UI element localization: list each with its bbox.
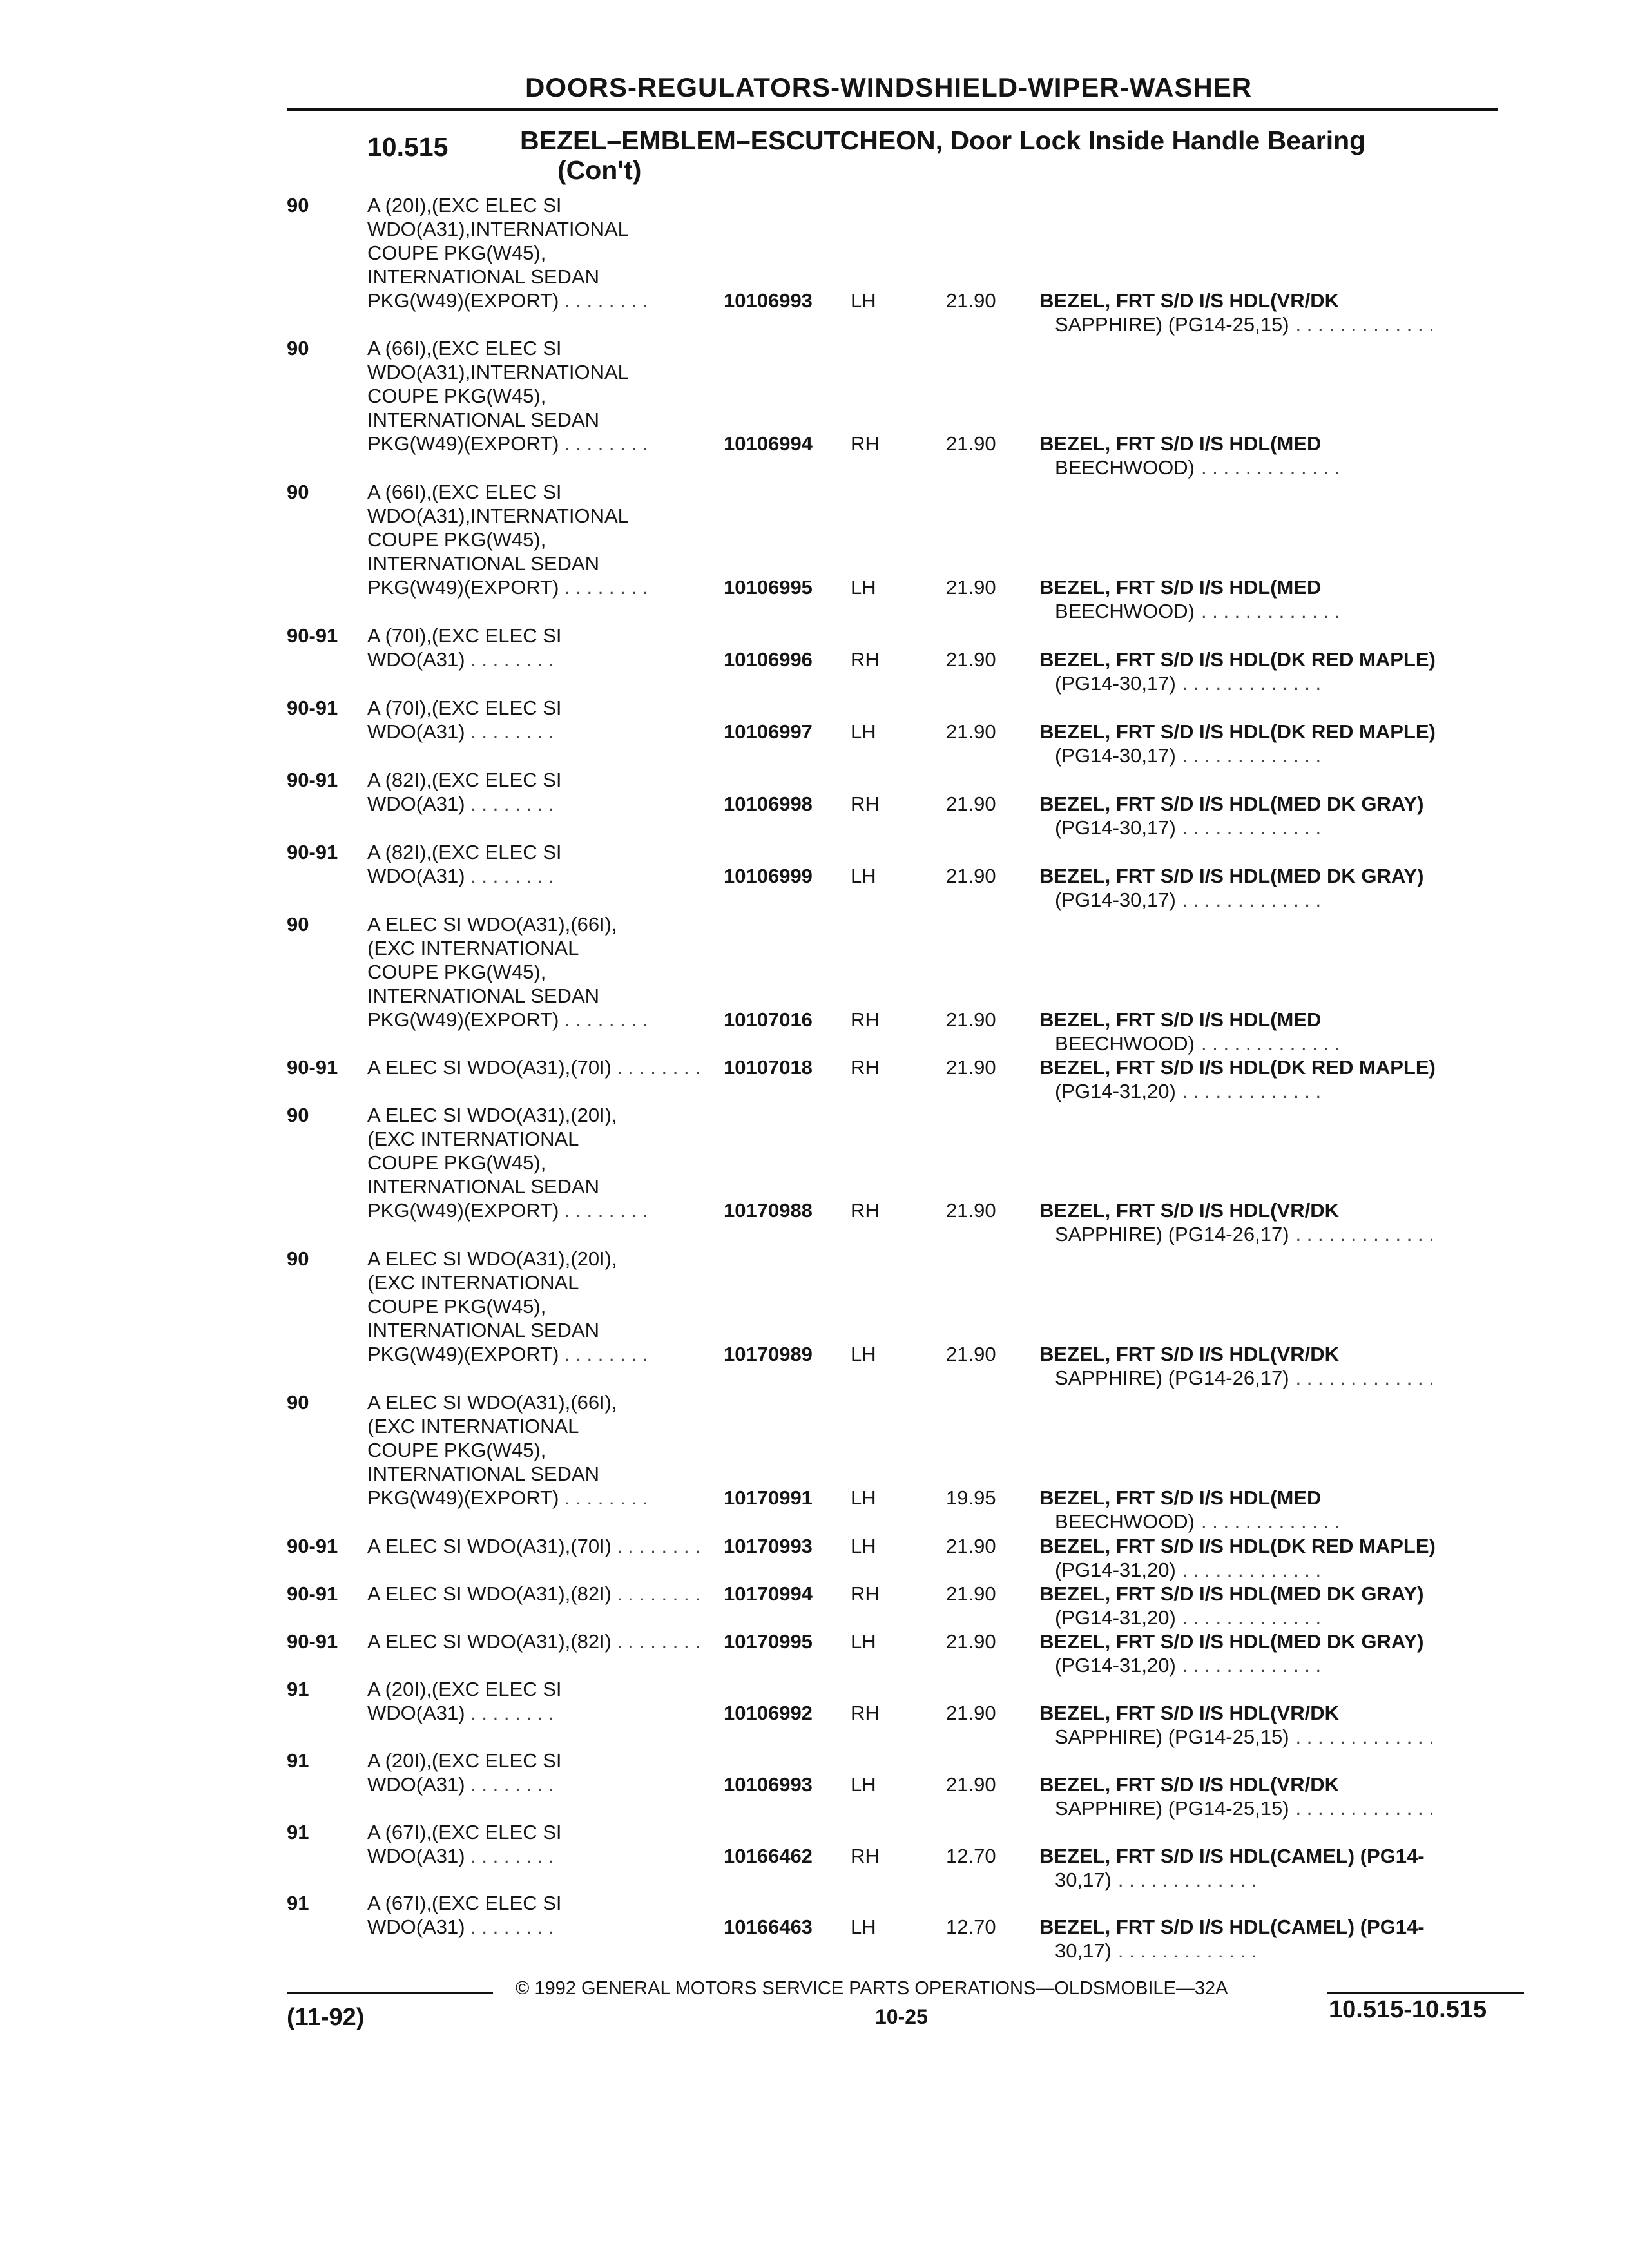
entry-description-line2-text: SAPPHIRE) (PG14-25,15) <box>1055 313 1289 336</box>
dot-leader: . . . . . . . . . . . . . <box>1201 1032 1340 1055</box>
dot-leader: . . . . . . . . . . . . . <box>1182 816 1322 839</box>
entry-price: 21.90 <box>946 1199 996 1222</box>
entry-price: 21.90 <box>946 1535 996 1557</box>
entry-description-line1: BEZEL, FRT S/D I/S HDL(MED DK GRAY) <box>1039 865 1424 887</box>
dot-leader: . . . . . . . . . . . . . <box>1182 1559 1322 1581</box>
entry-description-line2 <box>1039 816 1503 840</box>
entry-application-text: A ELEC SI WDO(A31),(20I), (EXC INTERNATIONAL COUPE PKG(W45), INTERNATIONAL SEDAN PKG(W49)(EXPORT) <box>367 1247 617 1365</box>
dot-leader: . . . . . . . . <box>612 1582 700 1605</box>
entry-description-line1: BEZEL, FRT S/D I/S HDL(VR/DK <box>1039 289 1339 312</box>
entry-description <box>1039 720 1503 767</box>
entry-part-number: 10170989 <box>724 1343 813 1365</box>
dot-leader: . . . . . . . . <box>559 1343 648 1365</box>
entry-application <box>367 840 715 888</box>
dot-leader: . . . . . . . . <box>612 1535 700 1557</box>
entry-application <box>367 336 715 456</box>
entry-application-text: A (70I),(EXC ELEC SI WDO(A31) <box>367 624 562 671</box>
entry-description-line2-text: SAPPHIRE) (PG14-26,17) <box>1055 1367 1289 1389</box>
entry-description-line2 <box>1039 1939 1503 1963</box>
entry-application-text: A ELEC SI WDO(A31),(20I), (EXC INTERNATIONAL COUPE PKG(W45), INTERNATIONAL SEDAN PKG(W49)(EXPORT) <box>367 1104 617 1222</box>
dot-leader: . . . . . . . . . . . . . <box>1295 1797 1434 1820</box>
entry-application-text: A (70I),(EXC ELEC SI WDO(A31) <box>367 697 562 743</box>
entry-description-line1: BEZEL, FRT S/D I/S HDL(MED <box>1039 1008 1322 1031</box>
entry-description-line2 <box>1039 1510 1503 1533</box>
footer-date: (11-92) <box>287 2004 365 2031</box>
entry-description-line2 <box>1039 599 1503 623</box>
entry-application-text: A (67I),(EXC ELEC SI WDO(A31) <box>367 1892 562 1938</box>
entry-description-line2 <box>1039 312 1503 336</box>
entry-side: LH <box>851 1916 876 1938</box>
dot-leader: . . . . . . . . <box>559 1199 648 1222</box>
entry-application <box>367 1534 715 1558</box>
entry-side: RH <box>851 1702 880 1724</box>
dot-leader: . . . . . . . . <box>465 793 554 815</box>
entry-side: LH <box>851 289 876 312</box>
entry-description-line2-text: (PG14-30,17) <box>1055 744 1176 767</box>
entry-year: 90 <box>287 913 309 936</box>
entry-year: 90-91 <box>287 1056 338 1079</box>
parts-entry <box>287 1103 1511 1246</box>
entry-description <box>1039 648 1503 695</box>
entry-description-line1: BEZEL, FRT S/D I/S HDL(MED <box>1039 432 1322 455</box>
parts-entry <box>287 1055 1511 1103</box>
entry-description-line2-text: BEECHWOOD) <box>1055 456 1195 479</box>
entry-description-line2-text: 30,17) <box>1055 1869 1112 1891</box>
entry-year: 91 <box>287 1821 309 1843</box>
parts-entry <box>287 696 1511 767</box>
dot-leader: . . . . . . . . . . . . . <box>1295 1223 1434 1245</box>
entry-price: 21.90 <box>946 432 996 455</box>
entry-price: 21.90 <box>946 793 996 815</box>
entry-description-line2 <box>1039 456 1503 479</box>
entry-description-line2-text: (PG14-31,20) <box>1055 1080 1176 1102</box>
entry-description-line1: BEZEL, FRT S/D I/S HDL(VR/DK <box>1039 1343 1339 1365</box>
entry-part-number: 10170988 <box>724 1199 813 1222</box>
dot-leader: . . . . . . . . <box>559 1008 648 1031</box>
entry-description-line1: BEZEL, FRT S/D I/S HDL(VR/DK <box>1039 1702 1339 1724</box>
entry-description-line2 <box>1039 1222 1503 1246</box>
entry-description-line1: BEZEL, FRT S/D I/S HDL(MED DK GRAY) <box>1039 1630 1424 1653</box>
entry-price: 21.90 <box>946 720 996 743</box>
entry-application <box>367 1055 715 1079</box>
entry-description <box>1039 575 1503 623</box>
dot-leader: . . . . . . . . <box>612 1630 700 1653</box>
entry-side: LH <box>851 1630 876 1653</box>
entry-year: 90-91 <box>287 1535 338 1557</box>
section-subtitle: (Con't) <box>557 155 642 185</box>
entry-part-number: 10166462 <box>724 1845 813 1867</box>
entry-description-line2 <box>1039 1796 1503 1820</box>
entry-application <box>367 1390 715 1510</box>
entry-price: 19.95 <box>946 1486 996 1509</box>
entry-description-line1: BEZEL, FRT S/D I/S HDL(DK RED MAPLE) <box>1039 1056 1436 1079</box>
entry-price: 12.70 <box>946 1845 996 1867</box>
dot-leader: . . . . . . . . . . . . . <box>1295 1725 1434 1748</box>
footer-section-range: 10.515-10.515 <box>1329 1996 1487 2023</box>
entry-year: 90-91 <box>287 697 338 719</box>
entry-application <box>367 912 715 1032</box>
parts-entry <box>287 336 1511 479</box>
dot-leader: . . . . . . . . <box>559 576 648 599</box>
entry-year: 90 <box>287 194 309 216</box>
entry-description-line1: BEZEL, FRT S/D I/S HDL(VR/DK <box>1039 1773 1339 1796</box>
entry-part-number: 10166463 <box>724 1916 813 1938</box>
entry-price: 21.90 <box>946 1343 996 1365</box>
entry-application-text: A ELEC SI WDO(A31),(66I), (EXC INTERNATIONAL COUPE PKG(W45), INTERNATIONAL SEDAN PKG(W49)(EXPORT) <box>367 913 617 1031</box>
parts-entry <box>287 193 1511 336</box>
dot-leader: . . . . . . . . . . . . . <box>1182 1606 1322 1629</box>
entry-description <box>1039 1342 1503 1390</box>
dot-leader: . . . . . . . . <box>559 1486 648 1509</box>
entry-part-number: 10170991 <box>724 1486 813 1509</box>
entry-description-line1: BEZEL, FRT S/D I/S HDL(MED <box>1039 576 1322 599</box>
entry-price: 12.70 <box>946 1916 996 1938</box>
entry-application <box>367 193 715 312</box>
entry-application-text: A ELEC SI WDO(A31),(70I) <box>367 1535 612 1557</box>
entry-application <box>367 1103 715 1222</box>
entry-part-number: 10106996 <box>724 648 813 671</box>
dot-leader: . . . . . . . . . . . . . <box>1201 600 1340 622</box>
entry-description-line1: BEZEL, FRT S/D I/S HDL(MED DK GRAY) <box>1039 1582 1424 1605</box>
dot-leader: . . . . . . . . . . . . . <box>1117 1869 1257 1891</box>
entry-price: 21.90 <box>946 865 996 887</box>
entry-description <box>1039 792 1503 840</box>
entry-application-text: A (67I),(EXC ELEC SI WDO(A31) <box>367 1821 562 1867</box>
entry-description <box>1039 1629 1503 1677</box>
entry-description <box>1039 1844 1503 1892</box>
entry-description-line2-text: (PG14-31,20) <box>1055 1559 1176 1581</box>
parts-entry <box>287 1534 1511 1582</box>
entry-description-line2 <box>1039 671 1503 695</box>
parts-entry <box>287 1629 1511 1677</box>
entry-side: LH <box>851 1535 876 1557</box>
entry-application <box>367 480 715 599</box>
entry-description <box>1039 1055 1503 1103</box>
entry-description <box>1039 1486 1503 1533</box>
footer-rule-left <box>287 1992 493 1994</box>
parts-entry <box>287 1390 1511 1533</box>
dot-leader: . . . . . . . . . . . . . <box>1295 313 1434 336</box>
dot-leader: . . . . . . . . <box>465 1916 554 1938</box>
entry-application-text: A (20I),(EXC ELEC SI WDO(A31) <box>367 1749 562 1796</box>
entry-description <box>1039 289 1503 336</box>
entry-side: RH <box>851 1056 880 1079</box>
page-header-title: DOORS-REGULATORS-WINDSHIELD-WIPER-WASHER <box>525 72 1253 102</box>
entry-application-text: A ELEC SI WDO(A31),(82I) <box>367 1582 612 1605</box>
entry-description <box>1039 1008 1503 1055</box>
footer-rule-right <box>1327 1992 1524 1994</box>
entry-application <box>367 1820 715 1868</box>
entry-side: LH <box>851 865 876 887</box>
entry-description-line1: BEZEL, FRT S/D I/S HDL(VR/DK <box>1039 1199 1339 1222</box>
entry-application-text: A (82I),(EXC ELEC SI WDO(A31) <box>367 841 562 887</box>
entry-part-number: 10106994 <box>724 432 813 455</box>
parts-entry <box>287 624 1511 695</box>
entry-price: 21.90 <box>946 1773 996 1796</box>
dot-leader: . . . . . . . . . . . . . <box>1201 456 1340 479</box>
entry-side: LH <box>851 1773 876 1796</box>
entry-part-number: 10106993 <box>724 289 813 312</box>
entry-application-text: A ELEC SI WDO(A31),(70I) <box>367 1056 612 1079</box>
entry-year: 90-91 <box>287 1630 338 1653</box>
entry-description-line2-text: 30,17) <box>1055 1939 1112 1962</box>
entry-year: 90-91 <box>287 624 338 647</box>
entry-application <box>367 768 715 816</box>
entry-description-line2-text: (PG14-30,17) <box>1055 672 1176 695</box>
dot-leader: . . . . . . . . <box>559 289 648 312</box>
entry-side: RH <box>851 1845 880 1867</box>
entry-side: RH <box>851 1008 880 1031</box>
entry-application <box>367 1582 715 1606</box>
entry-description <box>1039 1773 1503 1820</box>
parts-entry <box>287 840 1511 912</box>
entry-description-line2-text: BEECHWOOD) <box>1055 600 1195 622</box>
entry-part-number: 10106992 <box>724 1702 813 1724</box>
entry-description-line1: BEZEL, FRT S/D I/S HDL(MED <box>1039 1486 1322 1509</box>
entry-year: 91 <box>287 1678 309 1700</box>
entry-part-number: 10107018 <box>724 1056 813 1079</box>
dot-leader: . . . . . . . . <box>612 1056 700 1079</box>
entry-price: 21.90 <box>946 1008 996 1031</box>
section-number: 10.515 <box>367 132 448 162</box>
entry-part-number: 10107016 <box>724 1008 813 1031</box>
section-title-text: BEZEL–EMBLEM–ESCUTCHEON, Door Lock Inside Handle Bearing <box>520 126 1366 155</box>
dot-leader: . . . . . . . . <box>465 1845 554 1867</box>
dot-leader: . . . . . . . . . . . . . <box>1182 672 1322 695</box>
entry-description-line1: BEZEL, FRT S/D I/S HDL(CAMEL) (PG14- <box>1039 1916 1425 1938</box>
entry-part-number: 10170994 <box>724 1582 813 1605</box>
entry-description-line2-text: (PG14-31,20) <box>1055 1654 1176 1677</box>
entry-application <box>367 1247 715 1366</box>
entry-description <box>1039 1701 1503 1749</box>
entry-side: RH <box>851 648 880 671</box>
parts-entry <box>287 1677 1511 1749</box>
entry-description <box>1039 1915 1503 1963</box>
entry-year: 90 <box>287 1104 309 1126</box>
dot-leader: . . . . . . . . . . . . . <box>1201 1510 1340 1533</box>
entry-description-line2 <box>1039 1032 1503 1055</box>
entry-application <box>367 1677 715 1725</box>
entry-price: 21.90 <box>946 1582 996 1605</box>
entry-part-number: 10170995 <box>724 1630 813 1653</box>
dot-leader: . . . . . . . . <box>465 865 554 887</box>
entry-description-line1: BEZEL, FRT S/D I/S HDL(MED DK GRAY) <box>1039 793 1424 815</box>
entry-price: 21.90 <box>946 289 996 312</box>
parts-entry <box>287 768 1511 840</box>
entry-price: 21.90 <box>946 1630 996 1653</box>
entry-description <box>1039 1198 1503 1246</box>
entry-year: 90-91 <box>287 1582 338 1605</box>
entry-application-text: A (66I),(EXC ELEC SI WDO(A31),INTERNATIONAL COUPE PKG(W45), INTERNATIONAL SEDAN PKG(W49)(EXPORT) <box>367 337 629 455</box>
entry-description-line2-text: (PG14-30,17) <box>1055 816 1176 839</box>
entry-description-line2-text: (PG14-31,20) <box>1055 1606 1176 1629</box>
dot-leader: . . . . . . . . . . . . . <box>1182 889 1322 911</box>
entry-description <box>1039 864 1503 912</box>
dot-leader: . . . . . . . . <box>465 1702 554 1724</box>
entry-description-line2-text: BEECHWOOD) <box>1055 1510 1195 1533</box>
entry-side: RH <box>851 432 880 455</box>
parts-entry <box>287 1749 1511 1820</box>
entry-description <box>1039 1582 1503 1629</box>
entry-application-text: A (66I),(EXC ELEC SI WDO(A31),INTERNATIONAL COUPE PKG(W45), INTERNATIONAL SEDAN PKG(W49)(EXPORT) <box>367 481 629 599</box>
entry-side: RH <box>851 793 880 815</box>
entry-application <box>367 624 715 671</box>
dot-leader: . . . . . . . . <box>465 648 554 671</box>
entry-description-line2 <box>1039 1653 1503 1677</box>
entry-description-line2-text: SAPPHIRE) (PG14-25,15) <box>1055 1797 1289 1820</box>
dot-leader: . . . . . . . . <box>465 1773 554 1796</box>
entry-description-line2-text: (PG14-30,17) <box>1055 889 1176 911</box>
dot-leader: . . . . . . . . <box>465 720 554 743</box>
entry-description-line2 <box>1039 1558 1503 1582</box>
dot-leader: . . . . . . . . <box>559 432 648 455</box>
entry-description-line2 <box>1039 1606 1503 1629</box>
entry-price: 21.90 <box>946 648 996 671</box>
entry-application-text: A (82I),(EXC ELEC SI WDO(A31) <box>367 769 562 815</box>
entry-description-line2-text: BEECHWOOD) <box>1055 1032 1195 1055</box>
entry-description-line2 <box>1039 1868 1503 1892</box>
dot-leader: . . . . . . . . . . . . . <box>1295 1367 1434 1389</box>
dot-leader: . . . . . . . . . . . . . <box>1182 744 1322 767</box>
dot-leader: . . . . . . . . . . . . . <box>1182 1654 1322 1677</box>
entry-description <box>1039 1534 1503 1582</box>
entry-description-line2 <box>1039 1366 1503 1390</box>
entry-price: 21.90 <box>946 576 996 599</box>
parts-entry <box>287 1891 1511 1963</box>
entry-description-line1: BEZEL, FRT S/D I/S HDL(DK RED MAPLE) <box>1039 648 1436 671</box>
dot-leader: . . . . . . . . . . . . . <box>1117 1939 1257 1962</box>
parts-entry <box>287 1820 1511 1892</box>
entry-application-text: A (20I),(EXC ELEC SI WDO(A31),INTERNATIONAL COUPE PKG(W45), INTERNATIONAL SEDAN PKG(W49)(EXPORT) <box>367 194 629 312</box>
entry-year: 90-91 <box>287 841 338 863</box>
parts-entry <box>287 480 1511 623</box>
entry-part-number: 10106993 <box>724 1773 813 1796</box>
entry-application-text: A ELEC SI WDO(A31),(66I), (EXC INTERNATIONAL COUPE PKG(W45), INTERNATIONAL SEDAN PKG(W49)(EXPORT) <box>367 1391 617 1509</box>
entry-year: 90 <box>287 1247 309 1270</box>
entry-application <box>367 1629 715 1653</box>
entry-price: 21.90 <box>946 1702 996 1724</box>
entry-year: 91 <box>287 1749 309 1772</box>
entry-application <box>367 1891 715 1939</box>
entry-year: 90 <box>287 481 309 503</box>
entry-side: RH <box>851 1199 880 1222</box>
entry-part-number: 10106997 <box>724 720 813 743</box>
dot-leader: . . . . . . . . . . . . . <box>1182 1080 1322 1102</box>
parts-entry <box>287 912 1511 1055</box>
entry-application <box>367 1749 715 1796</box>
entry-description-line1: BEZEL, FRT S/D I/S HDL(CAMEL) (PG14- <box>1039 1845 1425 1867</box>
entry-application-text: A (20I),(EXC ELEC SI WDO(A31) <box>367 1678 562 1724</box>
entry-part-number: 10170993 <box>724 1535 813 1557</box>
entry-description-line2 <box>1039 744 1503 767</box>
entry-year: 91 <box>287 1892 309 1914</box>
entry-description-line1: BEZEL, FRT S/D I/S HDL(DK RED MAPLE) <box>1039 720 1436 743</box>
footer-copyright: © 1992 GENERAL MOTORS SERVICE PARTS OPERATIONS—OLDSMOBILE—32A <box>516 1978 1228 1999</box>
entry-side: RH <box>851 1582 880 1605</box>
entry-description-line2 <box>1039 888 1503 912</box>
entry-description <box>1039 432 1503 479</box>
entry-year: 90-91 <box>287 769 338 791</box>
entry-part-number: 10106998 <box>724 793 813 815</box>
entry-price: 21.90 <box>946 1056 996 1079</box>
entry-description-line2-text: SAPPHIRE) (PG14-26,17) <box>1055 1223 1289 1245</box>
entry-description-line2 <box>1039 1725 1503 1749</box>
entry-year: 90 <box>287 1391 309 1414</box>
parts-entry <box>287 1247 1511 1390</box>
entry-side: LH <box>851 576 876 599</box>
footer-page-number: 10-25 <box>875 2005 928 2028</box>
entry-part-number: 10106995 <box>724 576 813 599</box>
entry-application-text: A ELEC SI WDO(A31),(82I) <box>367 1630 612 1653</box>
entry-description-line1: BEZEL, FRT S/D I/S HDL(DK RED MAPLE) <box>1039 1535 1436 1557</box>
entry-description-line2 <box>1039 1079 1503 1103</box>
entry-side: LH <box>851 720 876 743</box>
entry-description-line2-text: SAPPHIRE) (PG14-25,15) <box>1055 1725 1289 1748</box>
entry-application <box>367 696 715 744</box>
entry-side: LH <box>851 1343 876 1365</box>
entry-side: LH <box>851 1486 876 1509</box>
parts-entry <box>287 1582 1511 1629</box>
entry-year: 90 <box>287 337 309 360</box>
entry-part-number: 10106999 <box>724 865 813 887</box>
